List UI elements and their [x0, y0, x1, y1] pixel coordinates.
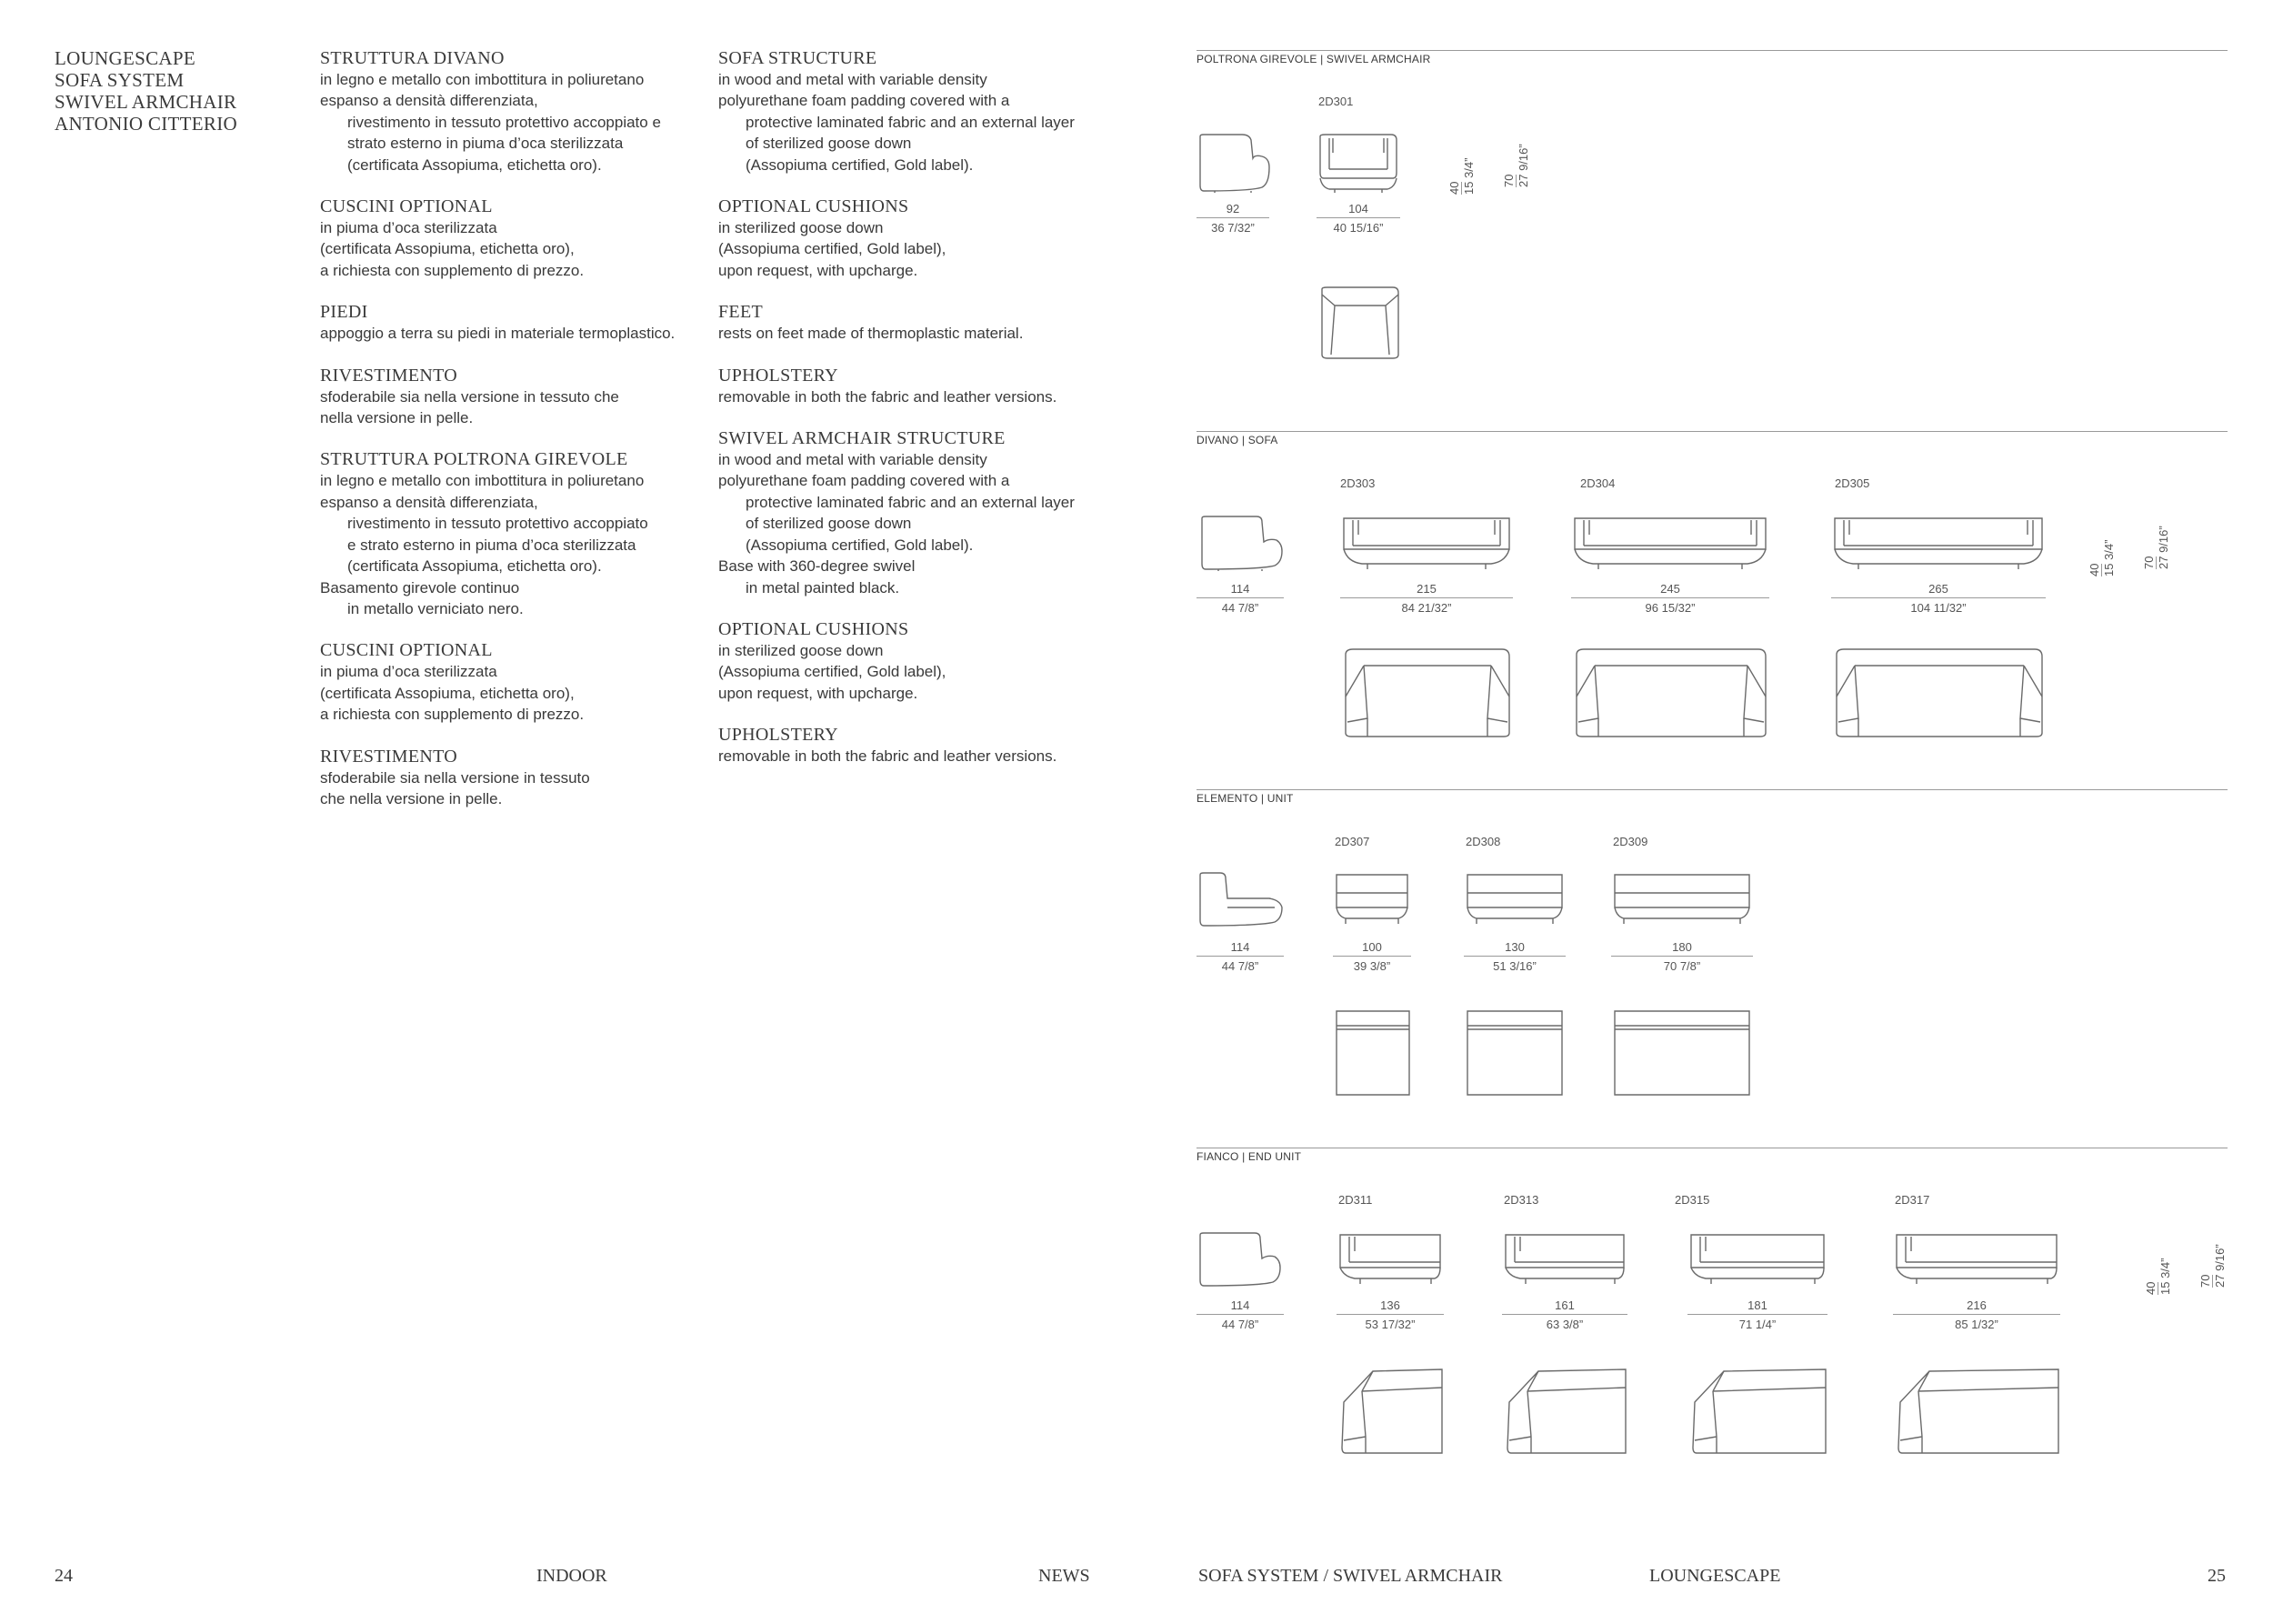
spec-heading: SWIVEL ARMCHAIR STRUCTURE — [718, 428, 1006, 449]
height-total: 70 27 9/16” — [2198, 1244, 2227, 1288]
section-rule — [1197, 431, 2228, 432]
brand-line: SOFA SYSTEM — [55, 69, 185, 91]
unit-front-view — [1611, 871, 1753, 927]
dimension-label: 100 39 3/8” — [1333, 940, 1411, 973]
sofa-front-view — [1340, 515, 1513, 571]
spec-heading: OPTIONAL CUSHIONS — [718, 196, 909, 217]
spec-line: (certificata Assopiuma, etichetta oro), — [320, 684, 575, 702]
spec-line: espanso a densità differenziata, — [320, 493, 538, 511]
spec-line: polyurethane foam padding covered with a — [718, 92, 1010, 110]
dimension-label: 215 84 21/32” — [1340, 582, 1513, 615]
spec-section — [320, 47, 675, 175]
dimension-label: 136 53 17/32” — [1337, 1298, 1444, 1331]
dimension-label: 180 70 7/8” — [1611, 940, 1753, 973]
height-total: 70 27 9/16” — [1502, 144, 1530, 187]
spec-line: upon request, with upcharge. — [718, 261, 918, 279]
spec-line: a richiesta con supplemento di prezzo. — [320, 706, 585, 724]
spec-section — [718, 618, 1075, 704]
spec-section — [718, 427, 1075, 598]
spec-line: in wood and metal with variable density — [718, 71, 987, 88]
unit-side-view — [1197, 871, 1287, 927]
spec-line: che nella versione in pelle. — [320, 789, 503, 807]
unit-top-view — [1611, 1007, 1753, 1098]
spec-section — [320, 448, 675, 619]
spec-line: in sterilized goose down — [718, 641, 884, 659]
armchair-side-view — [1197, 133, 1273, 193]
dimension-label: 216 85 1/32” — [1893, 1298, 2060, 1331]
model-code: 2D315 — [1675, 1193, 1710, 1207]
spec-line: rests on feet made of thermoplastic material. — [718, 325, 1024, 343]
spec-heading: PIEDI — [320, 302, 368, 323]
spec-section — [320, 639, 675, 725]
spec-section — [320, 301, 675, 344]
sofa-front-view — [1831, 515, 2046, 571]
spec-line: (certificata Assopiuma, etichetta oro). — [347, 557, 602, 576]
end-unit-front-view — [1337, 1231, 1444, 1288]
spec-heading: CUSCINI OPTIONAL — [320, 196, 493, 217]
dimension-label: 161 63 3/8” — [1502, 1298, 1627, 1331]
spec-line: appoggio a terra su piedi in materiale termoplastico. — [320, 325, 676, 343]
spec-section — [718, 47, 1075, 175]
spec-heading: STRUTTURA DIVANO — [320, 48, 505, 68]
model-code: 2D311 — [1338, 1193, 1373, 1207]
spec-line: sfoderabile sia nella versione in tessuto — [320, 768, 590, 787]
end-unit-front-view — [1502, 1231, 1627, 1288]
spec-line: protective laminated fabric and an external layer — [746, 493, 1075, 511]
model-code: 2D313 — [1504, 1193, 1539, 1207]
model-code: 2D308 — [1466, 835, 1501, 848]
italian-specs — [320, 47, 675, 829]
section-title-armchair: POLTRONA GIREVOLE | SWIVEL ARMCHAIR — [1197, 53, 1431, 65]
spec-line: e strato esterno in piuma d’oca sterilizzata — [347, 536, 636, 554]
spec-section — [718, 724, 1075, 767]
spec-section — [718, 301, 1075, 344]
footer-system: SOFA SYSTEM / SWIVEL ARMCHAIR — [1198, 1566, 1503, 1586]
collection-title — [55, 47, 237, 135]
dimension-label: 114 44 7/8” — [1197, 1298, 1284, 1331]
spec-line: polyurethane foam padding covered with a — [718, 472, 1010, 490]
spec-line: in metal painted black. — [746, 578, 900, 596]
spec-section — [320, 746, 675, 810]
spec-line: strato esterno in piuma d’oca sterilizzata — [347, 135, 624, 153]
model-code: 2D304 — [1580, 476, 1616, 490]
end-unit-top-view — [1337, 1366, 1446, 1460]
sofa-top-view — [1831, 646, 2048, 740]
spec-section — [718, 195, 1075, 281]
end-unit-top-view — [1893, 1366, 2062, 1460]
spec-line: sfoderabile sia nella versione in tessuto che — [320, 387, 619, 406]
spec-line: in metallo verniciato nero. — [347, 599, 524, 617]
dimension-label: 92 36 7/32” — [1197, 202, 1269, 235]
section-rule — [1197, 50, 2228, 51]
spec-line: in legno e metallo con imbottitura in poliuretano — [320, 472, 645, 490]
spec-line: removable in both the fabric and leather versions. — [718, 747, 1057, 766]
height-seat: 40 15 3/4” — [1447, 157, 1476, 195]
end-unit-side-view — [1197, 1231, 1284, 1288]
spec-heading: CUSCINI OPTIONAL — [320, 640, 493, 661]
spec-line: removable in both the fabric and leather versions. — [718, 387, 1057, 406]
sofa-side-view — [1198, 515, 1286, 571]
dimension-label: 181 71 1/4” — [1687, 1298, 1827, 1331]
unit-top-view — [1464, 1007, 1566, 1098]
dimension-label: 114 44 7/8” — [1197, 940, 1284, 973]
spec-heading: STRUTTURA POLTRONA GIREVOLE — [320, 449, 628, 470]
model-code: 2D309 — [1613, 835, 1648, 848]
spec-heading: UPHOLSTERY — [718, 365, 838, 386]
height-total: 70 27 9/16” — [2142, 526, 2170, 569]
spec-line: rivestimento in tessuto protettivo accoppiato — [347, 515, 648, 533]
spec-section — [320, 195, 675, 281]
model-code: 2D307 — [1335, 835, 1370, 848]
section-title-end-unit: FIANCO | END UNIT — [1197, 1150, 1302, 1163]
spec-line: of sterilized goose down — [746, 515, 912, 533]
sofa-top-view — [1571, 646, 1771, 740]
spec-heading: OPTIONAL CUSHIONS — [718, 618, 909, 639]
spec-line: rivestimento in tessuto protettivo accoppiato e — [347, 113, 661, 131]
section-title-sofa: DIVANO | SOFA — [1197, 434, 1278, 446]
page-number-right: 25 — [2208, 1566, 2226, 1586]
dimension-label: 104 40 15/16” — [1317, 202, 1400, 235]
unit-front-view — [1464, 871, 1566, 927]
sofa-top-view — [1340, 646, 1515, 740]
model-code: 2D303 — [1340, 476, 1376, 490]
footer-loungescape: LOUNGESCAPE — [1649, 1566, 1781, 1586]
model-code: 2D317 — [1895, 1193, 1930, 1207]
brand-line: LOUNGESCAPE — [55, 47, 195, 69]
unit-top-view — [1333, 1007, 1413, 1098]
spec-heading: FEET — [718, 302, 763, 323]
spec-heading: UPHOLSTERY — [718, 725, 838, 746]
spec-line: (Assopiuma certified, Gold label), — [718, 240, 946, 258]
footer-news: NEWS — [1038, 1566, 1090, 1586]
spec-heading: RIVESTIMENTO — [320, 746, 458, 767]
spec-line: (Assopiuma certified, Gold label), — [718, 663, 946, 681]
spec-line: upon request, with upcharge. — [718, 684, 918, 702]
spec-line: in piuma d’oca sterilizzata — [320, 663, 497, 681]
armchair-top-view — [1318, 286, 1402, 360]
end-unit-front-view — [1893, 1231, 2060, 1288]
model-code: 2D301 — [1318, 95, 1354, 108]
end-unit-front-view — [1687, 1231, 1827, 1288]
height-seat: 40 15 3/4” — [2088, 539, 2116, 576]
spec-line: Basamento girevole continuo — [320, 578, 520, 596]
dimension-label: 265 104 11/32” — [1831, 582, 2046, 615]
spec-line: (certificata Assopiuma, etichetta oro), — [320, 240, 575, 258]
spec-line: a richiesta con supplemento di prezzo. — [320, 261, 585, 279]
height-seat: 40 15 3/4” — [2144, 1258, 2172, 1295]
dimension-label: 130 51 3/16” — [1464, 940, 1566, 973]
spec-line: Base with 360-degree swivel — [718, 557, 916, 576]
spec-heading: RIVESTIMENTO — [320, 365, 458, 386]
spec-line: in piuma d’oca sterilizzata — [320, 219, 497, 237]
spec-section — [718, 365, 1075, 407]
spec-line: protective laminated fabric and an external layer — [746, 113, 1075, 131]
dimension-label: 114 44 7/8” — [1197, 582, 1284, 615]
spec-line: of sterilized goose down — [746, 135, 912, 153]
section-title-unit: ELEMENTO | UNIT — [1197, 792, 1294, 805]
page-number-left: 24 — [55, 1566, 73, 1586]
spec-line: in legno e metallo con imbottitura in poliuretano — [320, 71, 645, 88]
model-code: 2D305 — [1835, 476, 1870, 490]
spec-heading: SOFA STRUCTURE — [718, 48, 877, 68]
spec-line: in wood and metal with variable density — [718, 451, 987, 469]
armchair-front-view — [1317, 133, 1400, 193]
spec-line: in sterilized goose down — [718, 219, 884, 237]
section-rule — [1197, 789, 2228, 790]
brand-line: SWIVEL ARMCHAIR — [55, 91, 237, 113]
sofa-front-view — [1571, 515, 1769, 571]
english-specs — [718, 47, 1075, 787]
spec-section — [320, 365, 675, 429]
end-unit-top-view — [1687, 1366, 1829, 1460]
end-unit-top-view — [1502, 1366, 1629, 1460]
spec-line: (Assopiuma certified, Gold label). — [746, 536, 974, 554]
brand-line: ANTONIO CITTERIO — [55, 113, 237, 135]
spec-line: (Assopiuma certified, Gold label). — [746, 155, 974, 174]
spec-line: (certificata Assopiuma, etichetta oro). — [347, 155, 602, 174]
spec-line: espanso a densità differenziata, — [320, 92, 538, 110]
footer-indoor: INDOOR — [536, 1566, 607, 1586]
dimension-label: 245 96 15/32” — [1571, 582, 1769, 615]
spec-line: nella versione in pelle. — [320, 409, 474, 427]
unit-front-view — [1333, 871, 1411, 927]
